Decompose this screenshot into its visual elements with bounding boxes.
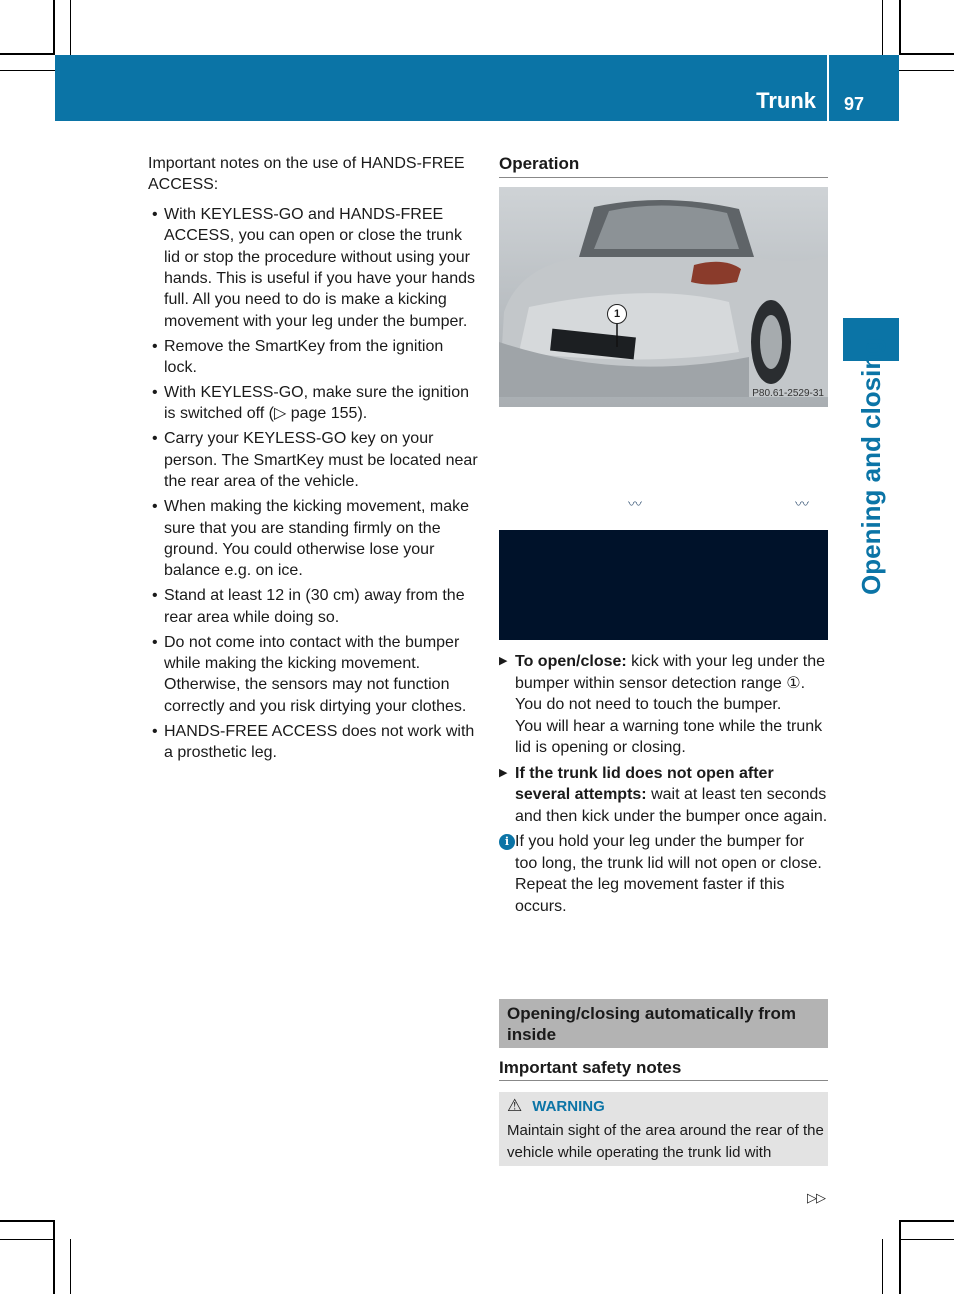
step-label: If the trunk lid does not open after several attempts: [515,764,774,803]
info-text: If you hold your leg under the bumper for too long, the trunk lid will not open or close. Repeat the leg movement faster if this occurs. [515,833,822,915]
list-item: • Carry your KEYLESS-GO key on your person. The SmartKey must be located near the rear area of the vehicle. [148,428,480,492]
crop-mark [0,53,55,55]
page-number: 97 [844,94,865,114]
list-item: • Stand at least 12 in (30 cm) away from the rear area while doing so. [148,585,480,628]
crop-mark [0,70,55,71]
list-item: • Do not come into contact with the bumper while making the kicking movement. Otherwise, the sensors may not function correctly and you risk dirtying your clothes. [148,632,480,718]
info-note [499,831,828,917]
warning-heading [507,1096,605,1116]
warning-title: WARNING [532,1098,605,1115]
step-retry [499,763,828,828]
step-label: To open/close: [515,653,627,670]
crop-mark [899,53,954,55]
crop-mark [899,1220,954,1222]
dark-image-panel [499,530,828,640]
info-icon: i [499,834,515,850]
callout-marker: 1 [607,304,627,324]
continue-arrows-icon: ▷▷ [807,1190,825,1205]
header-separator [827,55,829,121]
header-title: Trunk [756,88,816,113]
warning-triangle-icon: ⚠ [507,1096,523,1115]
crop-mark [70,1239,71,1294]
warning-box [499,1092,828,1166]
step-open-close [499,651,828,759]
crop-mark [899,0,901,55]
squiggle-mark: 〰 [628,496,642,512]
car-rear-photo [499,187,828,407]
crop-mark [899,1239,954,1240]
right-column [499,153,828,407]
safety-heading: Important safety notes [499,1058,828,1081]
crop-mark [882,1239,883,1294]
car-illustration [499,187,828,407]
crop-mark [53,0,55,55]
crop-mark [0,1239,55,1240]
step-text: wait at least ten seconds and then kick under the bumper once again. [515,786,828,825]
crop-mark [0,1220,55,1222]
operation-heading: Operation [499,153,828,178]
left-column [148,153,480,767]
squiggle-mark: 〰 [795,496,809,512]
list-item: • When making the kicking movement, make sure that you are standing firmly on the ground. You could otherwise lose your balance e.g. on ice. [148,496,480,582]
intro-text: Important notes on the use of HANDS-FREE ACCESS: [148,155,465,194]
crop-mark [899,1222,901,1294]
step-text: kick with your leg under the bumper within sensor detection range ①. You do not need to touch the bumper. [515,653,826,713]
section-title: Opening/closing automatically from inside [507,1004,797,1044]
step-arrow-icon: ▶ [499,766,508,779]
list-item: • Remove the SmartKey from the ignition lock. [148,336,480,379]
crop-mark [882,0,883,55]
step-arrow-icon: ▶ [499,655,508,667]
section-title-box [499,999,828,1048]
list-item: • HANDS-FREE ACCESS does not work with a prosthetic leg. [148,721,480,764]
crop-mark [899,70,954,71]
side-label: Opening and closing [856,337,886,595]
warning-text: Maintain sight of the area around the rear of the vehicle while operating the trunk lid with [507,1122,824,1161]
list-item: • With KEYLESS-GO, make sure the ignition is switched off (▷ page 155). [148,382,480,425]
step-note: You will hear a warning tone while the trunk lid is opening or closing. [515,717,823,756]
crop-mark [53,1222,55,1294]
list-item: • With KEYLESS-GO and HANDS-FREE ACCESS, you can open or close the trunk lid or stop the procedure without using your hands. This is useful if you have your hands full. All you need to do is make a kicking movement with your leg under the bumper. [148,204,480,332]
bullet-list [148,204,480,764]
steps [499,651,828,917]
photo-code: P80.61-2529-31 [752,387,824,399]
crop-mark [70,0,71,55]
